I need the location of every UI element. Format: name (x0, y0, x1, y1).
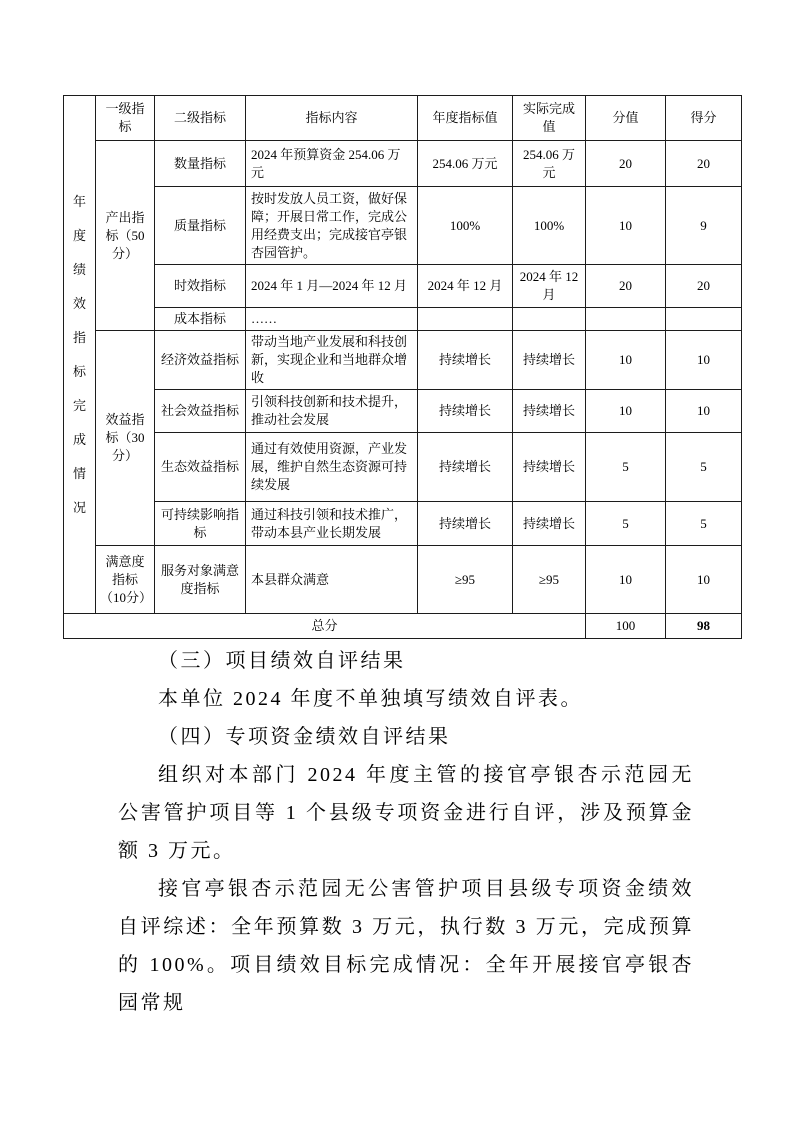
cell-points: 5 (666, 433, 742, 502)
total-score: 100 (586, 614, 666, 639)
total-points: 98 (666, 614, 742, 639)
header-target: 年度指标值 (418, 96, 513, 141)
cell-actual: 254.06 万元 (513, 141, 586, 187)
table-row-quality (64, 187, 742, 265)
paragraph-section-4-summary: 组织对本部门 2024 年度主管的接官亭银杏示范园无公害管护项目等 1 个县级专项资金进行自评，涉及预算金额 3 万元。 (118, 764, 694, 862)
group-output-indicator: 产出指标（50分） (96, 141, 155, 331)
table-row-total (64, 614, 742, 639)
cell-actual: 2024 年 12 月 (513, 265, 586, 308)
header-score: 分值 (586, 96, 666, 141)
group-benefit-indicator: 效益指标（30分） (96, 331, 155, 546)
cell-level2: 数量指标 (155, 141, 246, 187)
cell-target: 254.06 万元 (418, 141, 513, 187)
cell-target: 持续增长 (418, 433, 513, 502)
cell-target: 2024 年 12 月 (418, 265, 513, 308)
cell-content: 本县群众满意 (246, 546, 418, 614)
cell-points: 20 (666, 141, 742, 187)
cell-points: 10 (666, 331, 742, 390)
header-actual: 实际完成值 (513, 96, 586, 141)
cell-actual (513, 308, 586, 331)
cell-score: 5 (586, 502, 666, 546)
cell-target: 持续增长 (418, 502, 513, 546)
heading-section-4: （四）专项资金绩效自评结果 (158, 726, 451, 748)
cell-score: 10 (586, 390, 666, 433)
row-group-label-annual-performance (64, 96, 96, 614)
total-label: 总分 (64, 614, 586, 639)
cell-target: ≥95 (418, 546, 513, 614)
cell-points: 5 (666, 502, 742, 546)
cell-level2: 服务对象满意度指标 (155, 546, 246, 614)
cell-content: 通过科技引领和技术推广，带动本县产业长期发展 (246, 502, 418, 546)
table-row-timeliness (64, 265, 742, 308)
cell-actual: 持续增长 (513, 331, 586, 390)
table-row-satisfaction (64, 546, 742, 614)
cell-points (666, 308, 742, 331)
cell-points: 10 (666, 546, 742, 614)
cell-points: 9 (666, 187, 742, 265)
paragraph-section-3: 本单位 2024 年度不单独填写绩效自评表。 (158, 688, 583, 710)
cell-level2: 成本指标 (155, 308, 246, 331)
cell-content: 2024 年预算资金 254.06 万元 (246, 141, 418, 187)
cell-content: 通过有效使用资源，产业发展，维护自然生态资源可持续发展 (246, 433, 418, 502)
cell-level2: 社会效益指标 (155, 390, 246, 433)
cell-points: 10 (666, 390, 742, 433)
cell-score: 10 (586, 187, 666, 265)
table-row-economic-benefit (64, 331, 742, 390)
cell-content: 2024 年 1 月—2024 年 12 月 (246, 265, 418, 308)
cell-score: 20 (586, 141, 666, 187)
cell-actual: 100% (513, 187, 586, 265)
cell-points: 20 (666, 265, 742, 308)
table-row-sustainable-impact (64, 502, 742, 546)
cell-actual: ≥95 (513, 546, 586, 614)
vertical-label-text: 年度绩效指标完成情况 (72, 193, 86, 515)
body-text-block (118, 642, 694, 1022)
cell-target: 100% (418, 187, 513, 265)
cell-score (586, 308, 666, 331)
table-row-social-benefit (64, 390, 742, 433)
cell-content: 带动当地产业发展和科技创新，实现企业和当地群众增收 (246, 331, 418, 390)
header-points: 得分 (666, 96, 742, 141)
cell-level2: 时效指标 (155, 265, 246, 308)
performance-indicator-table (63, 95, 742, 639)
header-content: 指标内容 (246, 96, 418, 141)
header-level2: 二级指标 (155, 96, 246, 141)
cell-score: 5 (586, 433, 666, 502)
cell-score: 10 (586, 546, 666, 614)
table-row-quantity (64, 141, 742, 187)
cell-target: 持续增长 (418, 390, 513, 433)
cell-level2: 可持续影响指标 (155, 502, 246, 546)
cell-score: 10 (586, 331, 666, 390)
table-row-cost (64, 308, 742, 331)
cell-actual: 持续增长 (513, 502, 586, 546)
cell-content: …… (246, 308, 418, 331)
group-satisfaction-indicator: 满意度指标（10分） (96, 546, 155, 614)
table-row-ecological-benefit (64, 433, 742, 502)
cell-target: 持续增长 (418, 331, 513, 390)
header-level1: 一级指标 (96, 96, 155, 141)
cell-actual: 持续增长 (513, 390, 586, 433)
heading-section-3: （三）项目绩效自评结果 (158, 650, 406, 672)
cell-actual: 持续增长 (513, 433, 586, 502)
cell-score: 20 (586, 265, 666, 308)
cell-level2: 质量指标 (155, 187, 246, 265)
cell-content: 引领科技创新和技术提升，推动社会发展 (246, 390, 418, 433)
table-header-row (64, 96, 742, 141)
paragraph-section-4-detail: 接官亭银杏示范园无公害管护项目县级专项资金绩效自评综述：全年预算数 3 万元，执行数 3 万元，完成预算的 100%。项目绩效目标完成情况：全年开展接官亭银杏园常规 (118, 878, 694, 1014)
cell-level2: 生态效益指标 (155, 433, 246, 502)
cell-level2: 经济效益指标 (155, 331, 246, 390)
cell-content: 按时发放人员工资，做好保障；开展日常工作，完成公用经费支出；完成接官亭银杏园管护。 (246, 187, 418, 265)
cell-target (418, 308, 513, 331)
